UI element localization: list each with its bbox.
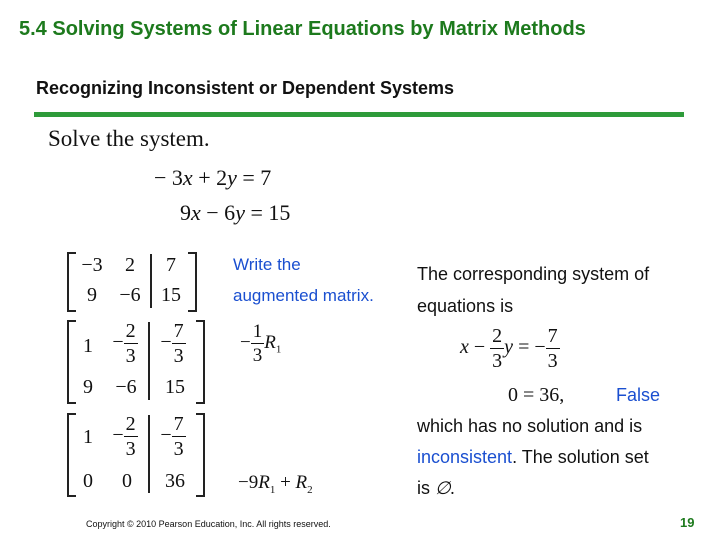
- eq2-coef-x: 9: [180, 200, 191, 225]
- matrix-2-cell: −6: [115, 376, 137, 398]
- step-2-fraction: [251, 322, 265, 365]
- fraction-denominator: 3: [252, 345, 263, 366]
- fraction-numerator: 2: [492, 325, 503, 347]
- eq2-var-x: x: [191, 200, 201, 225]
- explanation-line-4: [417, 447, 649, 468]
- explanation-line-3: which has no solution and is: [417, 416, 643, 436]
- eq2-var-y: y: [235, 200, 245, 225]
- matrix-2-cell: [152, 321, 194, 366]
- fraction-denominator: 3: [125, 345, 136, 367]
- eq-fraction-1: [490, 326, 504, 371]
- matrix-1-right-bracket: [188, 252, 197, 312]
- matrix-1-cell: 15: [161, 284, 181, 306]
- matrix-2-right-bracket: [196, 320, 205, 404]
- matrix-3-sign: −: [112, 424, 124, 447]
- matrix-3-cell: 1: [83, 426, 93, 448]
- eq-var-x: x: [460, 336, 469, 359]
- step-1-line-1: Write the: [233, 255, 301, 274]
- eq-equals: = −: [513, 336, 546, 359]
- system-equation-1: [154, 165, 271, 191]
- matrix-3-cell: [104, 414, 146, 459]
- fraction-numerator: 1: [252, 321, 263, 342]
- empty-set-symbol: ∅.: [435, 478, 456, 498]
- matrix-3-cell: [152, 414, 194, 459]
- page-number: 19: [680, 515, 695, 530]
- eq-fraction-2: [546, 326, 560, 371]
- step-2-sign: −: [240, 331, 251, 353]
- matrix-3-augment-bar: [148, 415, 150, 493]
- fraction-denominator: 3: [547, 350, 558, 372]
- problem-instruction: Solve the system.: [48, 126, 210, 151]
- eq-minus: −: [468, 336, 491, 359]
- step-3-coefficient: −9: [238, 472, 259, 493]
- explanation-line-4-rest: . The solution set: [512, 447, 649, 467]
- matrix-1-cell: 9: [87, 284, 97, 306]
- fraction-numerator: 7: [173, 320, 184, 342]
- matrix-3-fraction: [124, 414, 138, 459]
- contradiction-equation: 0 = 36,: [508, 384, 565, 406]
- fraction-numerator: 2: [125, 413, 136, 435]
- matrix-2-cell: 1: [83, 335, 93, 357]
- matrix-3-cell: 36: [165, 470, 185, 492]
- explanation-line-5: [417, 478, 455, 499]
- step-3-operation: [238, 472, 313, 496]
- fraction-denominator: 3: [492, 350, 503, 372]
- step-3-plus: +: [275, 472, 296, 493]
- eq1-coef-y: + 2: [192, 165, 228, 190]
- explanation-line-1: The corresponding system of: [417, 264, 650, 284]
- slide-subtitle: Recognizing Inconsistent or Dependent Systems: [36, 78, 455, 98]
- step-2-row-index: 1: [275, 343, 282, 356]
- eq1-rhs: = 7: [236, 165, 272, 190]
- fraction-denominator: 3: [173, 438, 184, 460]
- step-3-row-1: R: [258, 472, 270, 493]
- matrix-1-cell: 2: [125, 254, 135, 276]
- eq1-var-x: x: [182, 165, 193, 190]
- step-2-operation: [240, 322, 281, 365]
- matrix-1-cell: −6: [119, 284, 141, 306]
- matrix-2-sign: −: [112, 331, 124, 354]
- matrix-3-right-bracket: [196, 413, 205, 497]
- eq1-coef-x: − 3: [154, 165, 183, 190]
- matrix-1-augment-bar: [150, 254, 152, 308]
- matrix-1-cell: −3: [81, 254, 103, 276]
- eq2-rhs: = 15: [244, 200, 291, 225]
- step-2-row: R: [264, 331, 276, 353]
- matrix-2-fraction: [172, 321, 186, 366]
- matrix-2-cell: [104, 321, 146, 366]
- fraction-numerator: 2: [125, 320, 136, 342]
- matrix-2-augment-bar: [148, 322, 150, 400]
- matrix-2-fraction: [124, 321, 138, 366]
- fraction-numerator: 7: [173, 413, 184, 435]
- explanation-equation: [460, 326, 560, 371]
- step-3-row-2-index: 2: [307, 483, 313, 496]
- matrix-2-sign: −: [160, 331, 172, 354]
- false-label: False: [616, 385, 661, 405]
- eq-var-y: y: [504, 336, 514, 359]
- matrix-3-cell: 0: [83, 470, 93, 492]
- eq2-coef-y: − 6: [200, 200, 236, 225]
- matrix-3-cell: 0: [122, 470, 132, 492]
- fraction-numerator: 7: [547, 325, 558, 347]
- explanation-line-2: equations is: [417, 296, 514, 316]
- explanation-line-5-start: is: [417, 478, 435, 498]
- step-3-row-1-index: 1: [269, 483, 276, 496]
- slide-title: 5.4 Solving Systems of Linear Equations by Matrix Methods: [19, 18, 586, 40]
- matrix-2-cell: 15: [165, 376, 185, 398]
- step-3-row-2: R: [295, 472, 308, 493]
- title-rule: [34, 112, 684, 117]
- matrix-1-cell: 7: [166, 254, 176, 276]
- matrix-3-sign: −: [160, 424, 172, 447]
- fraction-denominator: 3: [173, 345, 184, 367]
- fraction-denominator: 3: [125, 438, 136, 460]
- copyright-footer: Copyright © 2010 Pearson Education, Inc. All rights reserved.: [86, 519, 331, 529]
- system-equation-2: [180, 200, 290, 226]
- inconsistent-term: inconsistent: [417, 447, 513, 467]
- eq1-var-y: y: [227, 165, 237, 190]
- matrix-2-cell: 9: [83, 376, 93, 398]
- step-1-line-2: augmented matrix.: [233, 286, 374, 305]
- matrix-3-fraction: [172, 414, 186, 459]
